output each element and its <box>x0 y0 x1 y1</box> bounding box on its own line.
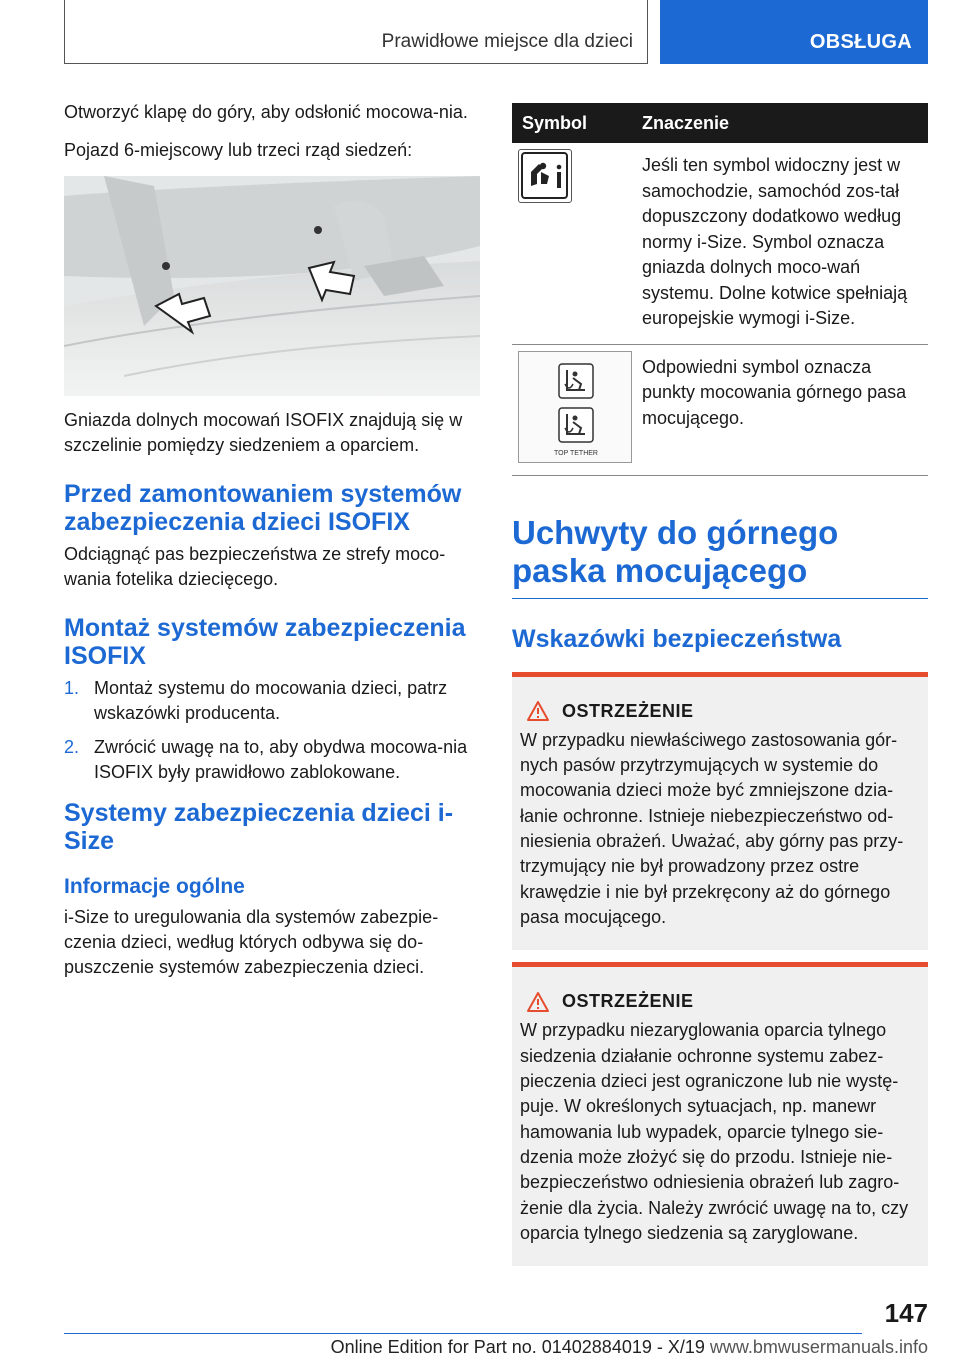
intro-paragraph: Otworzyć klapę do góry, aby odsłonić mocowa-nia. <box>64 102 468 122</box>
mounting-steps <box>64 676 480 785</box>
table-row <box>512 344 928 475</box>
vehicle-variant-text: Pojazd 6-miejscowy lub trzeci rząd siedzeń: <box>64 140 413 160</box>
heading-before-mounting: Przed zamontowaniem systemów zabezpieczenia dzieci ISOFIX <box>64 480 462 536</box>
warning-box <box>512 672 928 951</box>
warning-title: OSTRZEŻENIE <box>562 700 694 721</box>
isofix-anchor-photo <box>64 176 480 396</box>
meaning-cell: Odpowiedni symbol oznacza punkty mocowania górnego pasa mocującego. <box>632 344 928 475</box>
chapter-tab-label: OBSŁUGA <box>809 31 912 53</box>
page-number: 147 <box>884 1298 928 1328</box>
heading-mounting: Montaż systemów zabezpieczenia ISOFIX <box>64 614 466 670</box>
warning-triangle-icon <box>526 991 550 1013</box>
list-item <box>64 735 480 785</box>
top-tether-label: TOP TETHER <box>554 449 598 457</box>
right-column <box>512 103 928 1278</box>
edition-text: Online Edition for Part no. 01402884019 - X/19 <box>330 1337 705 1357</box>
general-info-text: i-Size to uregulowania dla systemów zabezpie-czenia dzieci, według których odbywa się do-puszczenie systemów zabezpieczenia dzieci. <box>64 907 439 977</box>
warning-title: OSTRZEŻENIE <box>562 991 694 1012</box>
warning-text: W przypadku niezaryglowania oparcia tylnego siedzenia działanie ochronne systemu zabez-pieczenia dzieci jest ograniczone lub nie wystę-puje. W określonych sytuacjach, np. manewr hamowania lub wypadek, oparcie tylnego sie-dzenia może złożyć się do przodu. Istnieje nie-bezpieczeństwo odniesienia obrażeń lub zagro-żenie dla życia. Należy zwrócić uwagę na to, czy oparcia tylnego siedzenia są zaryglowane. <box>520 1020 909 1243</box>
before-mounting-text: Odciągnąć pas bezpieczeństwa ze strefy moco-wania fotelika dziecięcego. <box>64 544 446 589</box>
footer-rule <box>64 1333 862 1334</box>
heading-top-tether: Uchwyty do górnego paska mocującego <box>512 514 928 599</box>
warning-triangle-icon <box>526 700 550 722</box>
chapter-tab[interactable] <box>660 0 928 64</box>
table-row <box>512 143 928 344</box>
footer-line <box>64 1337 928 1358</box>
warning-text: W przypadku niewłaściwego zastosowania gór-nych pasów przytrzymujących w systemie do mocowania dzieci może być zmniejszone dzia-łanie ochronne. Istnieje niebezpieczeństwo od-niesienia obrażeń. Uważać, aby górny pas przy-trzymujący nie był prowadzony przez ostre krawędzie i nie był przekręcony aż do górnego pasa mocującego. <box>520 729 904 927</box>
symbol-table <box>512 103 928 476</box>
isofix-i-size-icon <box>518 149 572 203</box>
step-text: Montaż systemu do mocowania dzieci, patrz wskazówki producenta. <box>94 678 448 723</box>
left-column <box>64 100 480 993</box>
step-text: Zwrócić uwagę na to, aby obydwa mocowa-nia ISOFIX były prawidłowo zablokowane. <box>94 737 468 782</box>
heading-general-info: Informacje ogólne <box>64 875 245 898</box>
photo-caption: Gniazda dolnych mocowań ISOFIX znajdują się w szczelinie pomiędzy siedzeniem a oparciem. <box>64 410 463 455</box>
heading-safety-notes: Wskazówki bezpieczeństwa <box>512 624 842 653</box>
step-number: 1. <box>64 678 80 698</box>
header-box <box>64 0 648 64</box>
list-item <box>64 676 480 726</box>
step-number: 2. <box>64 737 80 757</box>
heading-i-size: Systemy zabezpieczenia dzieci i-Size <box>64 799 454 855</box>
section-title: Prawidłowe miejsce dla dzieci <box>381 31 633 52</box>
top-tether-icon <box>518 351 632 463</box>
warning-box <box>512 962 928 1266</box>
watermark-text: www.bmwusermanuals.info <box>709 1337 928 1357</box>
column-header-meaning: Znaczenie <box>632 103 928 143</box>
column-header-symbol: Symbol <box>512 103 632 143</box>
meaning-cell: Jeśli ten symbol widoczny jest w samochodzie, samochód zos-tał dopuszczony dodatkowo według normy i-Size. Symbol oznacza gniazda dolnych moco-wań systemu. Dolne kotwice spełniają europejskie wymogi i-Size. <box>632 143 928 344</box>
